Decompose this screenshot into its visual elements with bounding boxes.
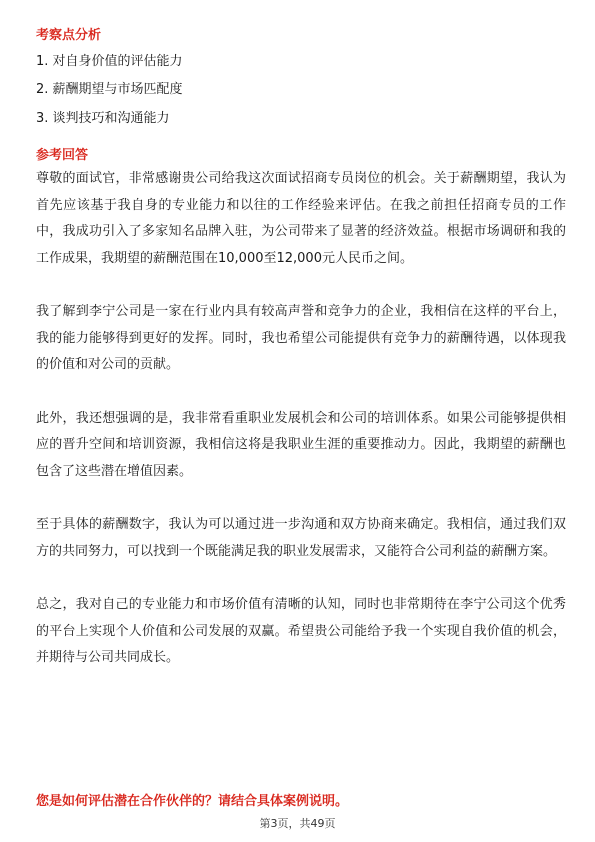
next-question: 您是如何评估潜在合作伙伴的？请结合具体案例说明。 <box>36 794 349 809</box>
answer-paragraph-2: 我了解到李宁公司是一家在行业内具有较高声誉和竞争力的企业，我相信在这样的平台上，我的能力能够得到更好的发挥。同时，我也希望公司能提供有竞争力的薪酬待遇，以体现我的价值和对公司的贡献。 <box>36 304 566 372</box>
answer-paragraph-3: 此外，我还想强调的是，我非常看重职业发展机会和公司的培训体系。如果公司能够提供相应的晋升空间和培训资源，我相信这将是我职业生涯的重要推动力。因此，我期望的薪酬也包含了这些潜在增值因素。 <box>36 410 566 479</box>
analysis-heading: 考察点分析 <box>36 28 102 43</box>
answer-heading: 参考回答 <box>36 148 89 163</box>
page-number: 第3页，共49页 <box>259 817 336 830</box>
answer-paragraph-5: 总之，我对自己的专业能力和市场价值有清晰的认知，同时也非常期待在李宁公司这个优秀的平台上实现个人价值和公司发展的双赢。希望贵公司能给予我一个实现自我价值的机会，并期待与公司共同成长。 <box>36 597 566 665</box>
answer-paragraph-4: 至于具体的薪酬数字，我认为可以通过进一步沟通和双方协商来确定。我相信，通过我们双方的共同努力，可以找到一个既能满足我的职业发展需求，又能符合公司利益的薪酬方案。 <box>36 517 566 559</box>
answer-paragraph-1: 尊敬的面试官，非常感谢贵公司给我这次面试招商专员岗位的机会。关于薪酬期望，我认为首先应该基于我自身的专业能力和以往的工作经验来评估。在我之前担任招商专员的工作中，我成功引入了多家知名品牌入驻，为公司带来了显著的经济效益。根据市场调研和我的工作成果，我期望的薪酬范围在10,000至12,000元人民币之间。 <box>36 171 566 266</box>
analysis-point-3: 3. 谈判技巧和沟通能力 <box>36 111 170 126</box>
analysis-point-2: 2. 薪酬期望与市场匹配度 <box>36 82 183 97</box>
answer-body <box>36 166 566 699</box>
analysis-point-1: 1. 对自身价值的评估能力 <box>36 54 183 69</box>
